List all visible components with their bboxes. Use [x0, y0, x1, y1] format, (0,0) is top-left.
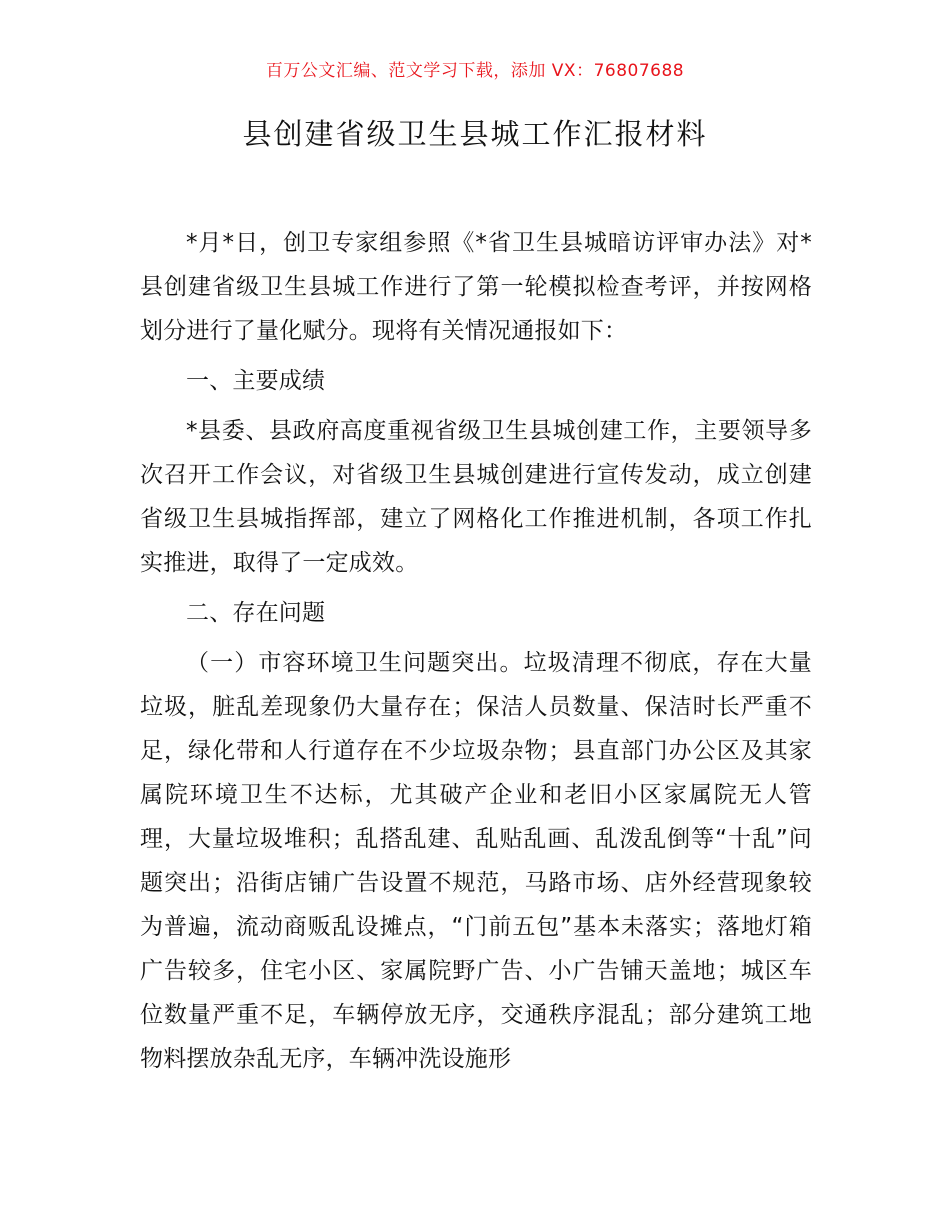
section-heading-problems: 二、存在问题 [186, 600, 326, 626]
problems-paragraph-1: （一）市容环境卫生问题突出。垃圾清理不彻底，存在大量垃圾，脏乱差现象仍大量存在；保洁人员数量、保洁时长严重不足，绿化带和人行道存在不少垃圾杂物；县直部门办公区及其家属院环境卫生不达标，尤其破产企业和老旧小区家属院无人管理，大量垃圾堆积；乱搭乱建、乱贴乱画、乱泼乱倒等“十乱”问题突出；沿街店铺广告设置不规范，马路市场、店外经营现象较为普遍，流动商贩乱设摊点，“门前五包”基本未落实；落地灯箱广告较多，住宅小区、家属院野广告、小广告铺天盖地；城区车位数量严重不足，车辆停放无序，交通秩序混乱；部分建筑工地物料摆放杂乱无序，车辆冲洗设施形 [140, 650, 812, 1072]
intro-paragraph: *月*日，创卫专家组参照《*省卫生县城暗访评审办法》对*县创建省级卫生县城工作进行了第一轮模拟检查考评，并按网格划分进行了量化赋分。现将有关情况通报如下： [140, 230, 812, 344]
section-heading-achievements: 一、主要成绩 [186, 368, 326, 394]
document-body [140, 221, 812, 1081]
achievements-paragraph: *县委、县政府高度重视省级卫生县城创建工作，主要领导多次召开工作会议，对省级卫生县城创建进行宣传发动，成立创建省级卫生县城指挥部，建立了网格化工作推进机制，各项工作扎实推进，取得了一定成效。 [140, 418, 812, 576]
document-title: 县创建省级卫生县城工作汇报材料 [242, 117, 708, 151]
watermark-text: 百万公文汇编、范文学习下载，添加 VX：76807688 [265, 61, 685, 81]
